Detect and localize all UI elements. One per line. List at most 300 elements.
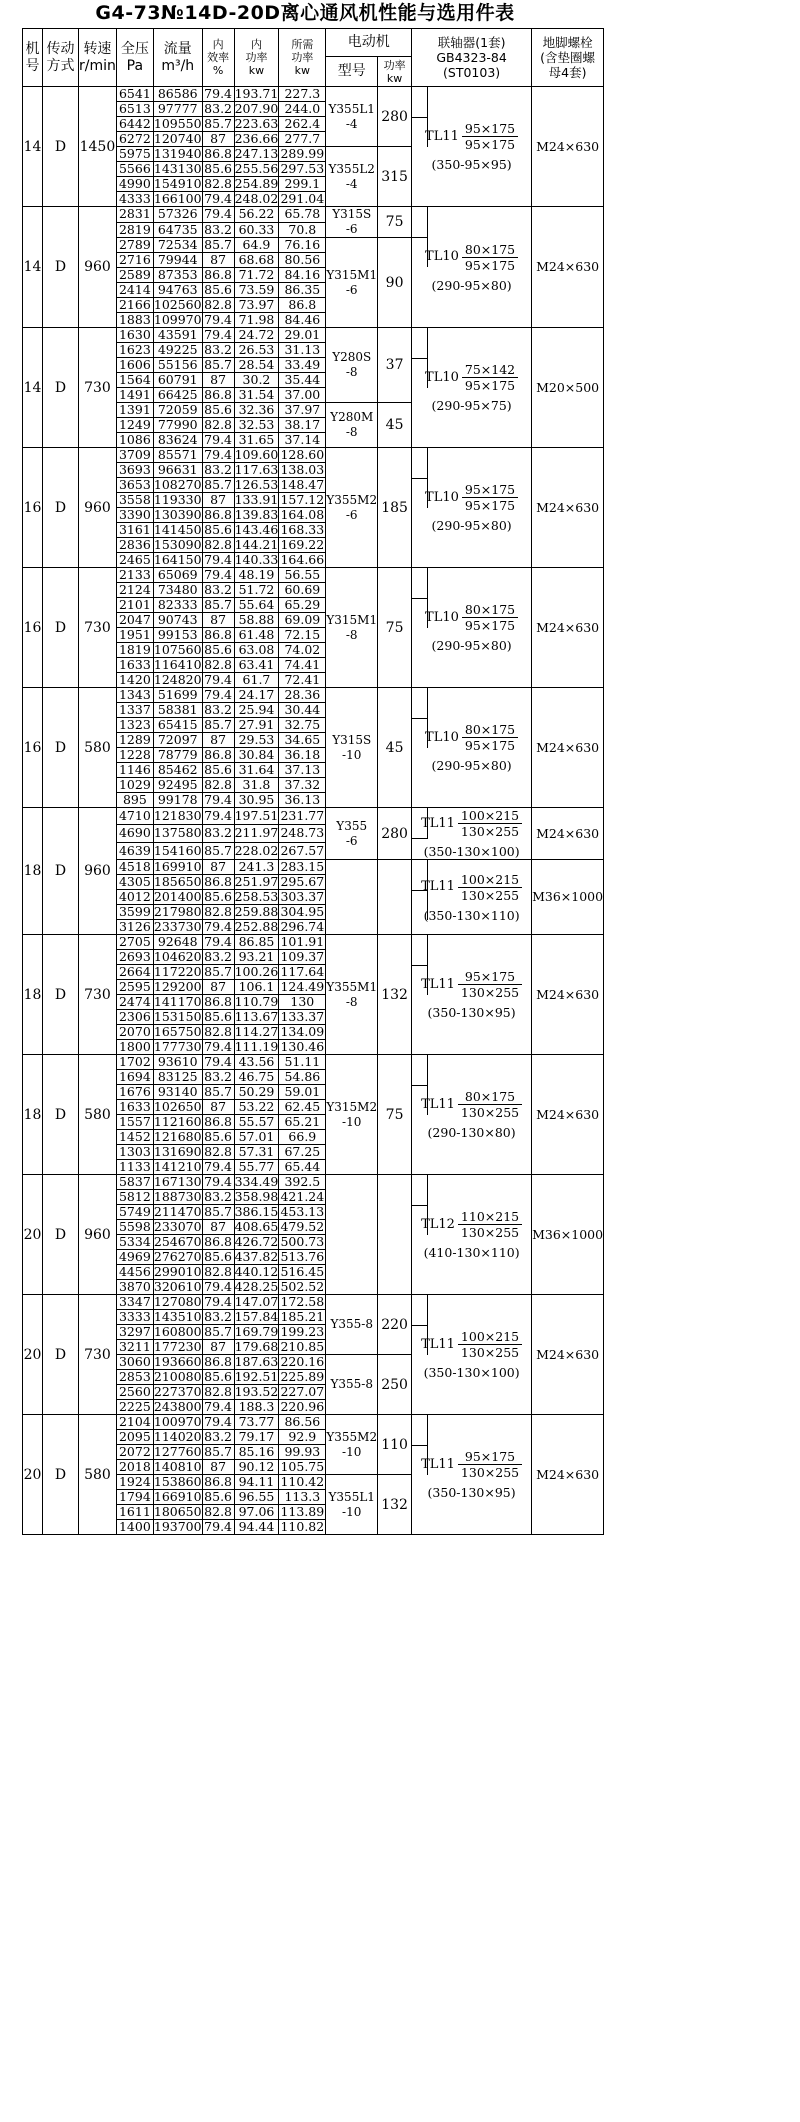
coupling-bore: (350-130×110) [423, 907, 520, 923]
coupling-bore: (290-130×80) [427, 1125, 516, 1140]
coupling-bore: (350-130×95) [427, 1005, 516, 1020]
inner-power-cell: 247.13 [234, 146, 279, 161]
flow-cell: 121830 [153, 808, 202, 824]
machine-no-cell: 16 [23, 448, 43, 568]
coupling-type: TL10 [425, 609, 459, 625]
coupling-bore: (290-95×80) [431, 277, 512, 293]
inner-power-cell: 94.11 [234, 1475, 279, 1490]
pressure-cell: 2819 [116, 222, 153, 238]
efficiency-cell: 83.2 [202, 102, 234, 117]
flow-cell: 55156 [153, 358, 202, 373]
efficiency-cell: 85.7 [202, 1325, 234, 1340]
coupling-denominator: 130×255 [458, 1224, 522, 1240]
coupling-bore: (350-130×100) [423, 844, 520, 859]
required-power-cell: 37.14 [279, 433, 326, 448]
required-power-cell: 99.93 [279, 1445, 326, 1460]
flow-cell: 299010 [153, 1264, 202, 1279]
required-power-cell: 124.49 [280, 979, 325, 994]
required-power-cell: 157.12 [280, 492, 325, 507]
flow-cell: 99153 [153, 628, 202, 643]
coupling-stub-box [412, 358, 428, 388]
efficiency-cell: 82.8 [202, 1025, 234, 1040]
inner-power-cell: 93.21 [234, 950, 279, 965]
efficiency-cell: 86.8 [202, 388, 234, 403]
pressure-cell: 1557 [116, 1115, 153, 1130]
pressure-cell: 3211 [116, 1340, 153, 1355]
flow-cell: 65415 [153, 718, 202, 733]
machine-no-cell: 14 [23, 207, 43, 328]
required-power-cell: 421.24 [280, 1189, 325, 1204]
coupling-stub-box [412, 1085, 428, 1115]
speed-cell: 730 [79, 568, 117, 688]
flow-cell: 120740 [153, 131, 202, 146]
pressure-cell: 3333 [116, 1310, 153, 1325]
required-power-cell: 37.00 [279, 388, 326, 403]
inner-power-cell: 24.17 [234, 688, 279, 703]
required-power-cell: 69.09 [279, 613, 326, 628]
pressure-cell: 1146 [116, 763, 153, 778]
required-power-cell: 479.52 [280, 1219, 325, 1234]
flow-cell: 57326 [153, 207, 202, 223]
coupling-stub-box [412, 1295, 428, 1326]
inner-power-cell: 408.65 [234, 1219, 279, 1234]
drive-cell: D [43, 1295, 79, 1415]
pressure-cell: 1086 [116, 433, 153, 448]
coupling-cell [412, 1295, 532, 1415]
table-row [23, 87, 604, 102]
flow-cell: 72059 [153, 403, 202, 418]
flow-cell: 177230 [153, 1339, 202, 1354]
motor-model-cell: Y355M2 -10 [326, 1415, 378, 1475]
flow-cell: 64735 [153, 222, 202, 238]
motor-model-cell: Y355 -6 [326, 808, 378, 860]
coupling-main [425, 121, 518, 152]
required-power-cell: 303.37 [280, 889, 325, 904]
flow-cell: 188730 [153, 1189, 202, 1204]
efficiency-cell: 85.7 [202, 598, 234, 613]
efficiency-cell: 85.7 [202, 478, 234, 493]
motor-model-cell: Y355L1 -4 [326, 87, 378, 147]
pressure-cell: 2101 [116, 598, 153, 613]
coupling-bore: (350-130×95) [427, 1485, 516, 1500]
efficiency-cell: 86.8 [202, 1235, 234, 1250]
motor-model-cell: Y280M -8 [326, 403, 378, 448]
coupling-stub-box [412, 1175, 428, 1206]
motor-power-cell: 45 [378, 403, 412, 448]
coupling-main [421, 1329, 522, 1360]
pressure-cell: 3161 [116, 523, 153, 538]
flow-cell: 180650 [153, 1504, 202, 1519]
inner-power-cell: 96.55 [234, 1490, 279, 1505]
speed-cell: 580 [79, 1415, 117, 1535]
required-power-cell: 130.46 [280, 1039, 325, 1054]
required-power-cell: 117.64 [280, 964, 325, 979]
required-power-cell: 84.46 [279, 313, 326, 328]
inner-power-cell: 64.9 [234, 238, 279, 253]
inner-power-cell: 61.48 [234, 628, 279, 643]
coupling-stub-box [412, 87, 428, 118]
inner-power-cell: 157.84 [234, 1309, 279, 1324]
inner-power-cell: 57.01 [234, 1130, 279, 1145]
pressure-cell: 3347 [116, 1295, 153, 1310]
coupling-denominator: 130×255 [458, 1464, 522, 1480]
pressure-cell: 3709 [116, 448, 153, 463]
required-power-cell: 30.44 [279, 703, 326, 718]
coupling-type: TL10 [425, 369, 459, 385]
flow-cell: 65069 [153, 568, 202, 583]
efficiency-cell: 82.8 [202, 1385, 234, 1400]
required-power-cell: 220.16 [280, 1354, 325, 1369]
inner-power-cell: 228.02 [234, 842, 279, 858]
flow-cell: 210080 [153, 1369, 202, 1384]
machine-no-cell: 20 [23, 1175, 43, 1295]
inner-power-cell: 55.64 [234, 598, 279, 613]
pressure-cell: 1228 [116, 748, 153, 763]
required-power-cell: 86.8 [279, 298, 326, 313]
pressure-cell: 5334 [116, 1235, 153, 1250]
coupling-type: TL11 [421, 815, 455, 831]
flow-cell: 66425 [153, 388, 202, 403]
pressure-cell: 1800 [116, 1040, 153, 1055]
coupling-bore: (290-95×80) [431, 518, 512, 533]
coupling-stub-box [412, 718, 428, 748]
inner-power-cell: 97.06 [234, 1505, 279, 1520]
inner-power-cell: 147.07 [234, 1294, 279, 1309]
efficiency-cell: 85.7 [202, 842, 234, 859]
inner-power-cell: 100.26 [234, 964, 279, 979]
inner-power-cell: 192.51 [234, 1369, 279, 1384]
efficiency-cell: 79.4 [202, 1055, 234, 1070]
required-power-cell: 32.75 [279, 718, 326, 733]
inner-power-cell: 255.56 [234, 161, 279, 176]
coupling-denominator: 130×255 [458, 823, 522, 839]
efficiency-cell: 85.7 [202, 1445, 234, 1460]
speed-cell: 960 [79, 207, 117, 328]
required-power-cell: 37.32 [279, 778, 326, 793]
efficiency-cell: 82.8 [202, 538, 234, 553]
pressure-cell: 1630 [116, 328, 153, 343]
flow-cell: 114020 [153, 1429, 202, 1444]
coupling-cell [412, 1175, 532, 1295]
header-inner-power: 内 功率 kw [234, 29, 279, 87]
efficiency-cell: 85.6 [202, 1130, 234, 1145]
drive-cell: D [43, 207, 79, 328]
coupling-stub-box [412, 1325, 428, 1355]
motor-model-cell: Y355L1 -10 [326, 1475, 378, 1535]
required-power-cell: 134.09 [280, 1024, 325, 1039]
flow-cell: 100970 [153, 1414, 202, 1429]
coupling-cell [412, 448, 532, 568]
coupling-cell [412, 688, 532, 808]
required-power-cell: 199.23 [280, 1324, 325, 1339]
required-power-cell: 297.53 [280, 161, 325, 176]
efficiency-cell: 83.2 [202, 583, 234, 598]
pressure-cell: 5812 [116, 1190, 153, 1205]
efficiency-cell: 85.6 [202, 1250, 234, 1265]
coupling-fraction [458, 1089, 522, 1120]
efficiency-cell: 79.4 [202, 793, 234, 808]
coupling-spec [412, 1209, 531, 1260]
efficiency-cell: 79.4 [202, 808, 234, 825]
inner-power-cell: 28.54 [234, 358, 279, 373]
pressure-cell: 3390 [116, 508, 153, 523]
efficiency-cell: 79.4 [202, 920, 234, 935]
efficiency-cell: 87 [202, 373, 234, 388]
inner-power-cell: 71.72 [234, 268, 279, 283]
pressure-cell: 4969 [116, 1250, 153, 1265]
efficiency-cell: 85.6 [202, 283, 234, 298]
machine-no-cell: 14 [23, 87, 43, 207]
pressure-cell: 1491 [116, 388, 153, 403]
flow-cell: 130390 [153, 507, 202, 522]
performance-table-container [22, 28, 604, 1535]
coupling-stub-box [412, 448, 428, 479]
efficiency-cell: 82.8 [202, 177, 234, 192]
motor-power-cell: 110 [378, 1415, 412, 1475]
required-power-cell: 289.99 [280, 146, 325, 161]
coupling-main [421, 969, 522, 1000]
efficiency-cell: 79.4 [202, 328, 234, 343]
flow-cell: 73480 [153, 583, 202, 598]
required-power-cell: 110.42 [280, 1474, 325, 1489]
required-power-cell: 500.73 [280, 1234, 325, 1249]
flow-cell: 141170 [153, 994, 202, 1009]
efficiency-cell: 86.8 [202, 875, 234, 890]
flow-cell: 320610 [153, 1279, 202, 1294]
flow-cell: 83125 [153, 1070, 202, 1085]
efficiency-cell: 85.7 [202, 117, 234, 132]
coupling-numerator: 80×175 [464, 1089, 516, 1104]
speed-cell: 730 [79, 328, 117, 448]
efficiency-cell: 85.6 [202, 1370, 234, 1385]
coupling-spec [412, 362, 531, 413]
pressure-cell: 1289 [116, 733, 153, 748]
flow-cell: 165750 [153, 1024, 202, 1039]
table-row [23, 1295, 604, 1310]
flow-cell: 169910 [153, 859, 202, 874]
inner-power-cell: 254.89 [234, 176, 279, 191]
flow-cell: 166100 [153, 191, 202, 206]
motor-power-cell: 280 [378, 87, 412, 147]
pressure-cell: 2589 [116, 268, 153, 283]
inner-power-cell: 106.1 [234, 980, 279, 995]
coupling-stub-box [412, 207, 428, 238]
coupling-numerator: 80×175 [464, 722, 516, 737]
pressure-cell: 2595 [116, 980, 153, 995]
table-row [23, 328, 604, 343]
inner-power-cell: 32.36 [234, 403, 279, 418]
anchor-bolt-cell: M24×630 [532, 448, 604, 568]
coupling-fraction [458, 969, 522, 1000]
pressure-cell: 2306 [116, 1010, 153, 1025]
required-power-cell: 36.18 [279, 748, 326, 763]
efficiency-cell: 87 [202, 253, 234, 268]
required-power-cell: 164.66 [280, 552, 325, 567]
motor-model-cell: Y315M2 -10 [326, 1055, 378, 1175]
required-power-cell: 231.77 [280, 808, 325, 824]
flow-cell: 93140 [153, 1085, 202, 1100]
inner-power-cell: 258.53 [234, 889, 279, 904]
machine-no-cell: 18 [23, 1055, 43, 1175]
required-power-cell: 34.65 [279, 733, 326, 748]
pressure-cell: 6272 [116, 132, 153, 147]
coupling-spec [412, 121, 531, 172]
motor-power-cell: 250 [378, 1355, 412, 1415]
flow-cell: 243800 [153, 1399, 202, 1414]
efficiency-cell: 86.8 [202, 268, 234, 283]
coupling-denominator: 95×175 [462, 617, 518, 633]
motor-model-cell: Y315S -10 [326, 688, 378, 808]
coupling-denominator: 95×175 [462, 136, 518, 152]
efficiency-cell: 85.6 [202, 523, 234, 538]
efficiency-cell: 86.8 [202, 1115, 234, 1130]
header-motor: 电动机 [326, 29, 412, 57]
coupling-numerator: 75×142 [464, 362, 516, 377]
pressure-cell: 3693 [116, 463, 153, 478]
efficiency-cell: 87 [202, 493, 234, 508]
efficiency-cell: 83.2 [202, 1430, 234, 1445]
coupling-bore: (290-95×80) [431, 638, 512, 653]
required-power-cell: 62.45 [279, 1100, 326, 1115]
coupling-main [425, 242, 518, 273]
required-power-cell: 267.57 [280, 842, 325, 858]
flow-cell: 127080 [153, 1294, 202, 1309]
anchor-bolt-cell: M24×630 [532, 808, 604, 860]
coupling-stub-box [412, 860, 428, 891]
efficiency-cell: 79.4 [202, 87, 234, 102]
flow-cell: 107560 [153, 642, 202, 657]
flow-cell: 227370 [153, 1384, 202, 1399]
efficiency-cell: 83.2 [202, 1190, 234, 1205]
inner-power-cell: 193.71 [234, 86, 279, 101]
required-power-cell: 101.91 [280, 934, 325, 949]
flow-cell: 153090 [153, 537, 202, 552]
inner-power-cell: 32.53 [234, 418, 279, 433]
pressure-cell: 2465 [116, 553, 153, 568]
drive-cell: D [43, 1415, 79, 1535]
pressure-cell: 2070 [116, 1025, 153, 1040]
coupling-type: TL10 [425, 249, 459, 264]
coupling-numerator: 95×175 [464, 121, 516, 136]
coupling-stub-box [412, 965, 428, 995]
coupling-type: TL10 [425, 729, 459, 745]
required-power-cell: 67.25 [279, 1145, 326, 1160]
drive-cell: D [43, 328, 79, 448]
motor-model-cell: Y355L2 -4 [326, 147, 378, 207]
inner-power-cell: 63.08 [234, 643, 279, 658]
drive-cell: D [43, 1175, 79, 1295]
efficiency-cell: 86.8 [202, 1475, 234, 1490]
inner-power-cell: 179.68 [234, 1339, 279, 1354]
pressure-cell: 2831 [116, 207, 153, 223]
coupling-bore: (350-130×100) [423, 1365, 520, 1380]
efficiency-cell: 82.8 [202, 778, 234, 793]
flow-cell: 78779 [153, 748, 202, 763]
inner-power-cell: 85.16 [234, 1445, 279, 1460]
inner-power-cell: 30.2 [234, 373, 279, 388]
efficiency-cell: 87 [202, 1220, 234, 1235]
efficiency-cell: 87 [202, 733, 234, 748]
coupling-stub-box [412, 935, 428, 966]
required-power-cell: 502.52 [280, 1279, 325, 1294]
pressure-cell: 2716 [116, 253, 153, 268]
flow-cell: 92495 [153, 778, 202, 793]
coupling-numerator: 80×175 [464, 241, 516, 257]
pressure-cell: 1564 [116, 373, 153, 388]
coupling-bore: (290-95×75) [431, 398, 512, 413]
coupling-fraction [458, 1329, 522, 1360]
coupling-main [421, 1089, 522, 1120]
table-body [23, 87, 604, 1535]
flow-cell: 121680 [153, 1129, 202, 1144]
flow-cell: 211470 [153, 1204, 202, 1219]
required-power-cell: 65.78 [279, 207, 326, 223]
required-power-cell: 164.08 [280, 507, 325, 522]
coupling-stub-box [412, 568, 428, 599]
required-power-cell: 59.01 [279, 1085, 326, 1100]
required-power-cell: 227.07 [280, 1384, 325, 1399]
machine-no-cell: 18 [23, 935, 43, 1055]
header-speed: 转速 r/min [79, 29, 117, 87]
inner-power-cell: 73.59 [234, 283, 279, 298]
inner-power-cell: 334.49 [234, 1174, 279, 1189]
motor-model-cell: Y355M1 -8 [326, 935, 378, 1055]
pressure-cell: 5566 [116, 162, 153, 177]
required-power-cell: 513.76 [280, 1249, 325, 1264]
flow-cell: 131940 [153, 146, 202, 161]
efficiency-cell: 85.6 [202, 763, 234, 778]
inner-power-cell: 223.63 [234, 116, 279, 131]
flow-cell: 167130 [153, 1174, 202, 1189]
required-power-cell: 84.16 [279, 268, 326, 283]
required-power-cell: 54.86 [279, 1070, 326, 1085]
pressure-cell: 1633 [116, 1100, 153, 1115]
flow-cell: 109550 [153, 116, 202, 131]
required-power-cell: 296.74 [280, 919, 325, 934]
pressure-cell: 3558 [116, 493, 153, 508]
coupling-denominator: 130×255 [458, 1104, 522, 1120]
inner-power-cell: 252.88 [234, 919, 279, 934]
inner-power-cell: 43.56 [234, 1055, 279, 1070]
coupling-denominator: 95×175 [462, 737, 518, 753]
drive-cell: D [43, 688, 79, 808]
motor-power-cell: 315 [378, 147, 412, 207]
pressure-cell: 1676 [116, 1085, 153, 1100]
flow-cell: 154160 [153, 842, 202, 858]
flow-cell: 77990 [153, 418, 202, 433]
inner-power-cell: 143.46 [234, 522, 279, 537]
pressure-cell: 3870 [116, 1280, 153, 1295]
pressure-cell: 2047 [116, 613, 153, 628]
efficiency-cell: 79.4 [202, 1040, 234, 1055]
pressure-cell: 1819 [116, 643, 153, 658]
coupling-main [421, 1209, 522, 1240]
efficiency-cell: 85.6 [202, 1490, 234, 1505]
table-row [23, 935, 604, 950]
motor-model-cell: Y315S -6 [326, 207, 378, 238]
speed-cell: 960 [79, 1175, 117, 1295]
pressure-cell: 4639 [116, 842, 153, 859]
coupling-fraction [462, 722, 518, 753]
header-machine-no: 机 号 [23, 29, 43, 87]
pressure-cell: 3599 [116, 905, 153, 920]
efficiency-cell: 87 [202, 613, 234, 628]
inner-power-cell: 55.77 [234, 1160, 279, 1175]
flow-cell: 127760 [153, 1444, 202, 1459]
required-power-cell: 76.16 [279, 238, 326, 253]
coupling-spec [412, 242, 531, 293]
pressure-cell: 6442 [116, 117, 153, 132]
